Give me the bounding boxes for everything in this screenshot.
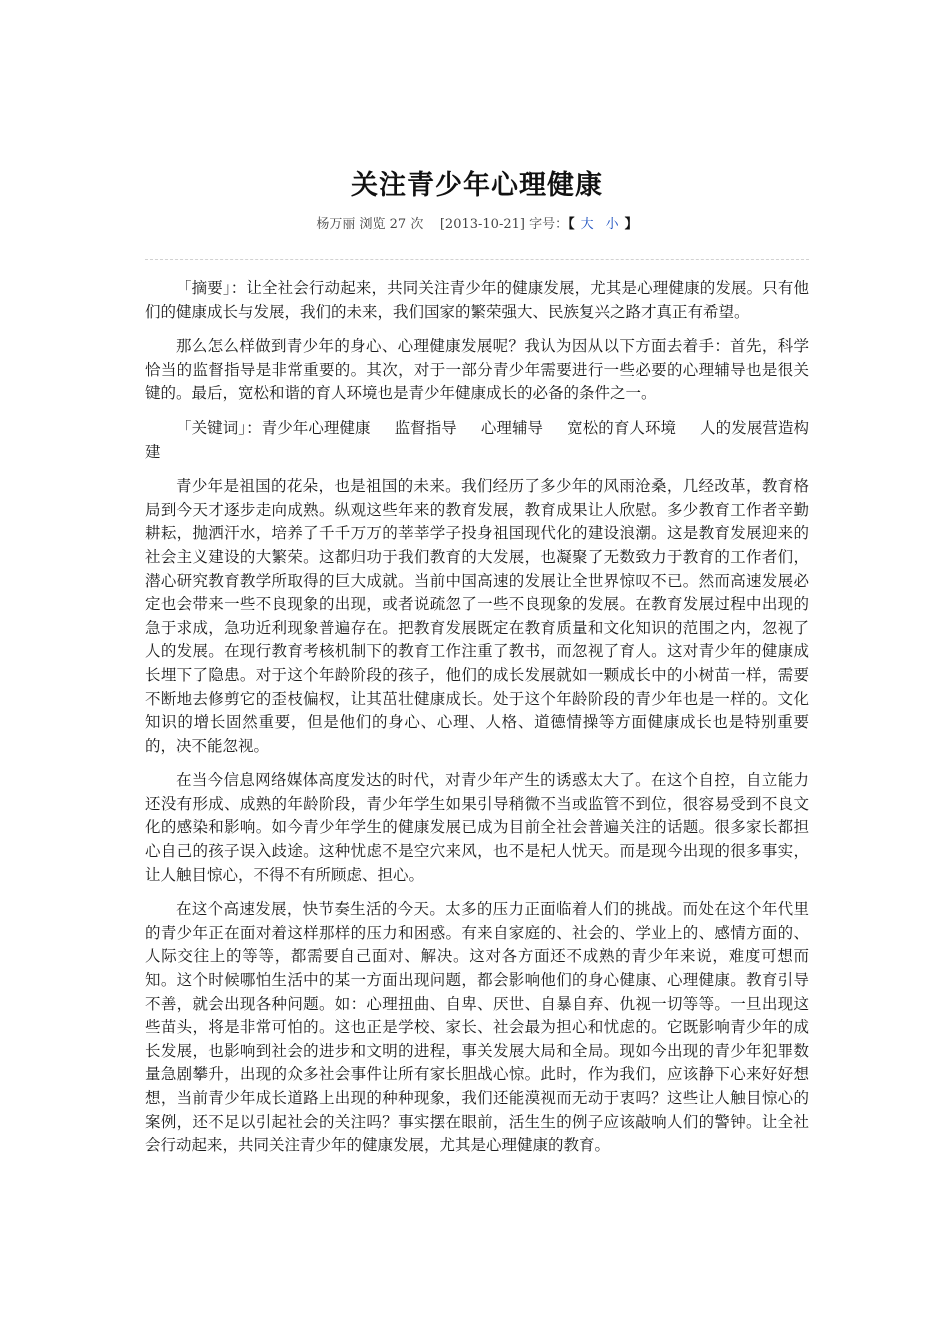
views-label: 浏览 bbox=[359, 217, 386, 232]
keyword: 心理辅导 bbox=[480, 418, 544, 437]
header-divider bbox=[145, 259, 809, 260]
publish-date: [2013-10-21] bbox=[439, 217, 525, 232]
font-size-small-link[interactable]: 小 bbox=[605, 217, 619, 232]
font-size-bracket-close: 】 bbox=[624, 217, 638, 232]
views-unit: 次 bbox=[410, 217, 424, 232]
abstract-paragraph: 「摘要」：让全社会行动起来，共同关注青少年的健康发展，尤其是心理健康的发展。只有他们的健康成长与发展，我们的未来，我们国家的繁荣强大、民族复兴之路才真正有希望。 bbox=[145, 279, 809, 321]
keyword: 青少年心理健康 bbox=[261, 418, 371, 437]
article-body bbox=[145, 277, 809, 1158]
views-count: 27 bbox=[389, 217, 407, 232]
body-paragraph: 在这个高速发展，快节奏生活的今天。太多的压力正面临着人们的挑战。而处在这个年代里的青少年正在面对着这样那样的压力和困惑。有来自家庭的、社会的、学业上的、感情方面的、人际交往上的等等，都需要自己面对、解决。这对各方面还不成熟的青少年来说，难度可想而知。这个时候哪怕生活中的某一方面出现问题，都会影响他们的身心健康、心理健康。教育引导不善，就会出现各种问题。如：心理扭曲、自卑、厌世、自暴自弃、仇视一切等等。一旦出现这些苗头，将是非常可怕的。这也正是学校、家长、社会最为担心和忧虑的。它既影响青少年的成长发展，也影响到社会的进步和文明的进程，事关发展大局和全局。现如今出现的青少年犯罪数量急剧攀升，出现的众多社会事件让所有家长胆战心惊。此时，作为我们，应该静下心来好好想想，当前青少年成长道路上出现的种种现象，我们还能漠视而无动于衷吗？这些让人触目惊心的案例，还不足以引起社会的关注吗？事实摆在眼前，活生生的例子应该敲响人们的警钟。让全社会行动起来，共同关注青少年的健康发展，尤其是心理健康的教育。 bbox=[145, 900, 809, 1155]
body-paragraph: 在当今信息网络媒体高度发达的时代，对青少年产生的诱惑太大了。在这个自控，自立能力还没有形成、成熟的年龄阶段，青少年学生如果引导稍微不当或监管不到位，很容易受到不良文化的感染和影响。如今青少年学生的健康发展已成为目前全社会普遍关注的话题。很多家长都担心自己的孩子误入歧途。这种忧虑不是空穴来风，也不是杞人忧天。而是现今出现的很多事实，让人触目惊心，不得不有所顾虑、担心。 bbox=[145, 771, 809, 884]
font-size-label: 字号： bbox=[529, 217, 569, 232]
keyword: 宽松的育人环境 bbox=[567, 418, 677, 437]
keyword: 人的发展营造构建 bbox=[145, 418, 809, 461]
article-meta bbox=[145, 215, 809, 235]
author-name: 杨万丽 bbox=[316, 217, 356, 232]
intro-paragraph: 那么怎么样做到青少年的身心、心理健康发展呢？我认为因从以下方面去着手：首先，科学恰当的监督指导是非常重要的。其次，对于一部分青少年需要进行一些必要的心理辅导也是很关键的。最后，宽松和谐的育人环境也是青少年健康成长的必备的条件之一。 bbox=[145, 337, 809, 403]
font-size-large-link[interactable]: 大 bbox=[580, 217, 594, 232]
article bbox=[145, 0, 809, 1169]
keyword: 监督指导 bbox=[394, 418, 457, 437]
keywords-paragraph bbox=[145, 417, 809, 464]
body-paragraph: 青少年是祖国的花朵，也是祖国的未来。我们经历了多少年的风雨沧桑，几经改革，教育格局到今天才逐步走向成熟。纵观这些年来的教育发展，教育成果让人欣慰。多少教育工作者辛勤耕耘，抛洒汗水，培养了千千万万的莘莘学子投身祖国现代化的建设浪潮。这是教育发展迎来的社会主义建设的大繁荣。这都归功于我们教育的大发展，也凝聚了无数致力于教育的工作者们，潜心研究教育教学所取得的巨大成就。当前中国高速的发展让全世界惊叹不已。然而高速发展必定也会带来一些不良现象的出现，或者说疏忽了一些不良现象的发展。在教育发展过程中出现的急于求成，急功近利现象普遍存在。把教育发展既定在教育质量和文化知识的范围之内，忽视了人的发展。在现行教育考核机制下的教育工作注重了教书，而忽视了育人。这对青少年的健康成长埋下了隐患。对于这个年龄阶段的孩子，他们的成长发展就如一颗成长中的小树苗一样，需要不断地去修剪它的歪枝偏杈，让其茁壮健康成长。处于这个年龄阶段的青少年也是一样的。文化知识的增长固然重要，但是他们的身心、心理、人格、道德情操等方面健康成长也是特别重要的，决不能忽视。 bbox=[145, 477, 809, 755]
font-size-bracket-open: 【 bbox=[568, 217, 575, 232]
article-title: 关注青少年心理健康 bbox=[351, 170, 603, 201]
keywords-label: 「关键词」： bbox=[176, 418, 262, 437]
